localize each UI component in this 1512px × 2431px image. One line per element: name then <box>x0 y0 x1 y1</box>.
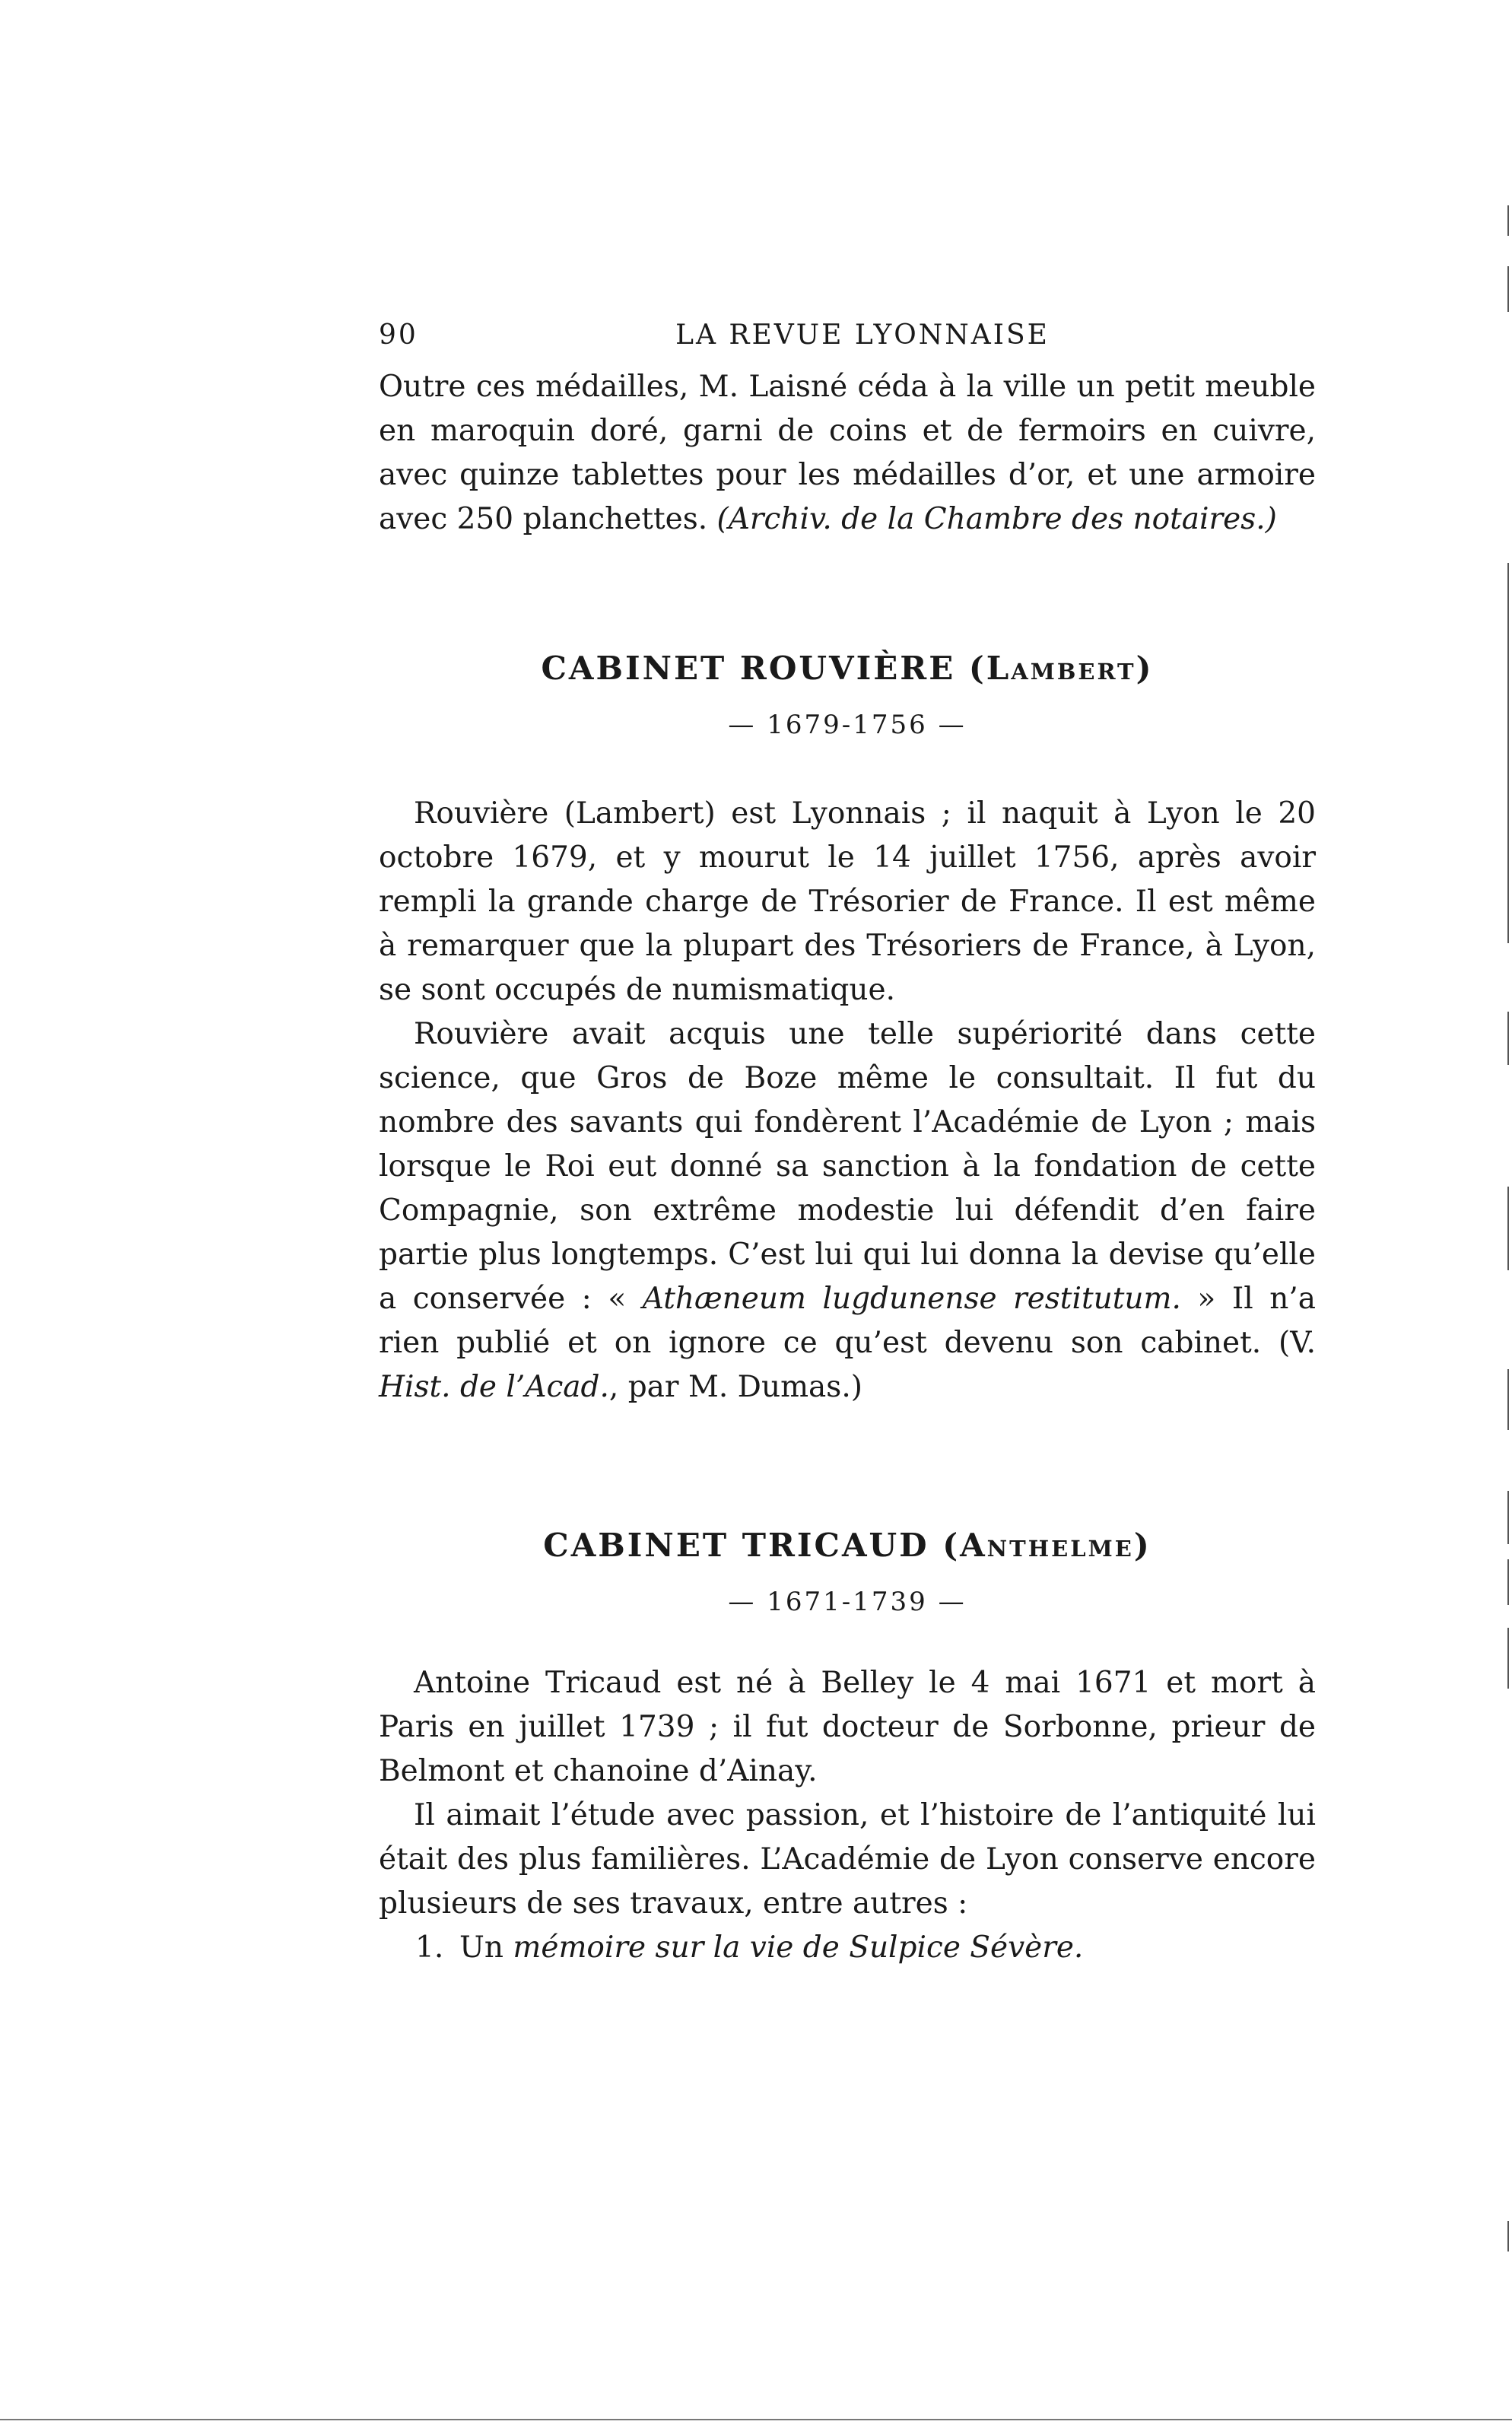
intro-paragraph <box>379 365 1316 542</box>
section-heading-tricaud <box>379 1527 1316 1564</box>
paragraph-tricaud-1: Antoine Tricaud est né à Belley le 4 mai 1671 et mort à Paris en juillet 1739 ; il fut docteur de Sorbonne, prieur de Belmont et chanoine d’Ainay. <box>379 1666 1316 1788</box>
scan-bottom-edge <box>0 2419 1512 2420</box>
heading-main-rouviere: CABINET ROUVIÈRE <box>541 650 956 687</box>
rouviere-2-after-motto: » Il n’a rien publié et on ignore ce qu’est devenu son cabinet. (V. <box>379 1282 1316 1360</box>
edge-mark <box>1507 1628 1509 1689</box>
edge-mark <box>1507 1369 1509 1430</box>
edge-mark <box>1507 2221 1509 2251</box>
edge-mark <box>1507 1559 1509 1605</box>
intro-text: Outre ces médailles, M. Laisné céda à la ville un petit meuble en maroquin doré, garni de coins et de fermoirs en cuivre, avec quinze tablettes pour les médailles d’or, et une armoire avec 250 planchettes. <box>379 370 1316 536</box>
edge-mark <box>1507 266 1509 312</box>
rouviere-reference: Hist. de l’Acad. <box>379 1370 609 1404</box>
intro-citation: (Archiv. de la Chambre des notaires.) <box>716 502 1277 536</box>
journal-title: LA REVUE LYONNAISE <box>675 319 1050 351</box>
heading-sub-tricaud: (Anthelme) <box>942 1527 1151 1564</box>
rouviere-motto: Athæneum lugdunense restitutum. <box>642 1282 1181 1316</box>
edge-mark <box>1507 1012 1509 1065</box>
list-item <box>379 1926 1316 1970</box>
heading-sub-rouviere: (Lambert) <box>968 650 1154 687</box>
dates-rouviere: — 1679-1756 — <box>728 710 967 740</box>
edge-mark <box>1507 1187 1509 1270</box>
paragraph-tricaud-2: Il aimait l’étude avec passion, et l’histoire de l’antiquité lui était des plus familières. L’Académie de Lyon conserve encore plusieurs de ses travaux, entre autres : <box>379 1798 1316 1921</box>
rouviere-2-end: , par M. Dumas.) <box>608 1370 862 1404</box>
rouviere-2-text: Rouvière avait acquis une telle supériorité dans cette science, que Gros de Boze même le consultait. Il fut du nombre des savants qui fondèrent l’Académie de Lyon ; mais lorsque le Roi eut donné sa sanction à la fondation de cette Compagnie, son extrême modestie lui défendit d’en faire partie plus longtemps. C’est lui qui lui donna la devise qu’elle a conservée : « <box>379 1017 1316 1316</box>
list-item-prefix: Un <box>459 1930 513 1965</box>
page-number: 90 <box>379 319 418 351</box>
list-item-number: 1. <box>415 1930 444 1965</box>
edge-mark <box>1507 1491 1509 1544</box>
paragraph-rouviere-1: Rouvière (Lambert) est Lyonnais ; il naquit à Lyon le 20 octobre 1679, et y mourut le 14 juillet 1756, après avoir rempli la grande charge de Trésorier de France. Il est même à remarquer que la plupart des Trésoriers de France, à Lyon, se sont occupés de numismatique. <box>379 796 1316 1007</box>
edge-mark <box>1507 563 1509 943</box>
heading-main-tricaud: CABINET TRICAUD <box>543 1527 929 1564</box>
page <box>379 319 1316 1970</box>
dates-tricaud: — 1671-1739 — <box>728 1587 967 1617</box>
edge-mark <box>1507 205 1509 236</box>
paragraph-rouviere-2 <box>379 1012 1316 1409</box>
scan-edge-marks <box>1497 0 1512 2431</box>
running-head <box>379 319 1316 365</box>
list-item-title: mémoire sur la vie de Sulpice Sévère. <box>513 1930 1084 1965</box>
section-heading-rouviere <box>379 650 1316 687</box>
